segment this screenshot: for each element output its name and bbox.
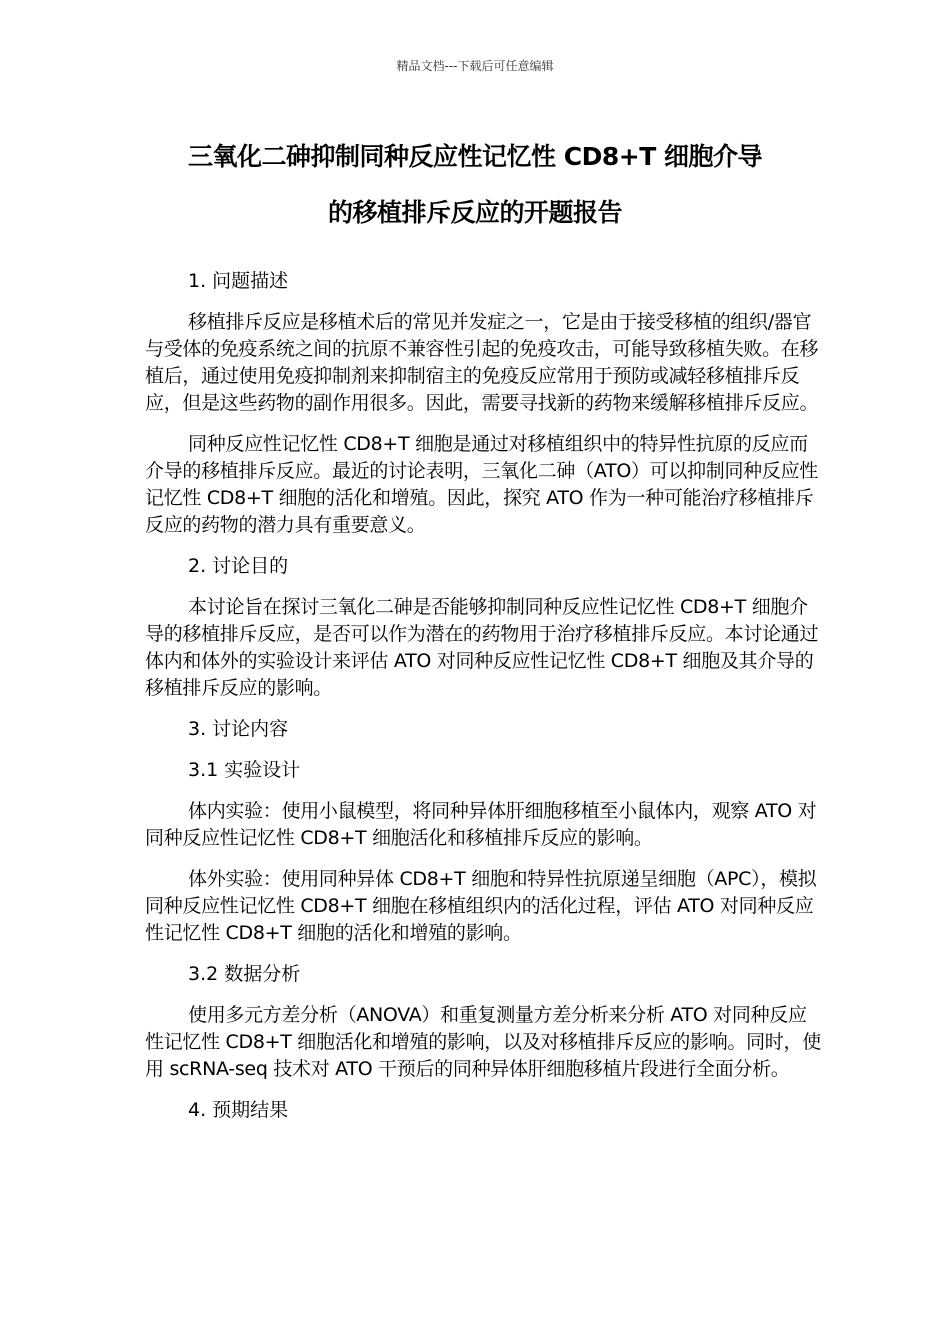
document-title-line-1: 三氧化二砷抑制同种反应性记忆性 CD8+T 细胞介导 (188, 142, 762, 171)
paragraph: 移植排斥反应是移植术后的常见并发症之一，它是由于接受移植的组织/器官与受体的免疫系统之间的抗原不兼容性引起的免疫攻击，可能导致移植失败。在移植后，通过使用免疫抑制剂来抑制宿主的免疫反应常用于预防或减轻移植排斥反应，但是这些药物的副作用很多。因此，需要寻找新的药物来缓解移植排斥反应。 (145, 311, 819, 414)
paragraph: 同种反应性记忆性 CD8+T 细胞是通过对移植组织中的特异性抗原的反应而介导的移植排斥反应。最近的讨论表明，三氧化二砷（ATO）可以抑制同种反应性记忆性 CD8+T 细胞的活化和增殖。因此，探究 ATO 作为一种可能治疗移植排斥反应的药物的潜力具有重要意义。 (145, 433, 818, 536)
paragraph: 本讨论旨在探讨三氧化二砷是否能够抑制同种反应性记忆性 CD8+T 细胞介导的移植排斥反应，是否可以作为潜在的药物用于治疗移植排斥反应。本讨论通过体内和体外的实验设计来评估 ATO 对同种反应性记忆性 CD8+T 细胞及其介导的移植排斥反应的影响。 (145, 596, 819, 699)
section-heading-problem: 1. 问题描述 (188, 270, 289, 292)
header-note: 精品文档---下载后可任意编辑 (396, 59, 554, 73)
section-heading-purpose: 2. 讨论目的 (188, 555, 289, 577)
section-heading-expected-results: 4. 预期结果 (188, 1099, 289, 1121)
section-heading-content: 3. 讨论内容 (188, 718, 289, 740)
subsection-heading-analysis: 3.2 数据分析 (188, 963, 301, 985)
document-title-line-2: 的移植排斥反应的开题报告 (327, 198, 622, 227)
paragraph: 体内实验：使用小鼠模型，将同种异体肝细胞移植至小鼠体内，观察 ATO 对同种反应性记忆性 CD8+T 细胞活化和移植排斥反应的影响。 (145, 800, 817, 849)
paragraph: 使用多元方差分析（ANOVA）和重复测量方差分析来分析 ATO 对同种反应性记忆性 CD8+T 细胞活化和增殖的影响，以及对移植排斥反应的影响。同时，使用 scRNA-seq 技术对 ATO 干预后的同种异体肝细胞移植片段进行全面分析。 (145, 1004, 821, 1080)
document-body (145, 268, 825, 1138)
paragraph: 体外实验：使用同种异体 CD8+T 细胞和特异性抗原递呈细胞（APC），模拟同种反应性记忆性 CD8+T 细胞在移植组织内的活化过程，评估 ATO 对同种反应性记忆性 CD8+T 细胞的活化和增殖的影响。 (145, 868, 817, 944)
subsection-heading-design: 3.1 实验设计 (188, 759, 301, 781)
